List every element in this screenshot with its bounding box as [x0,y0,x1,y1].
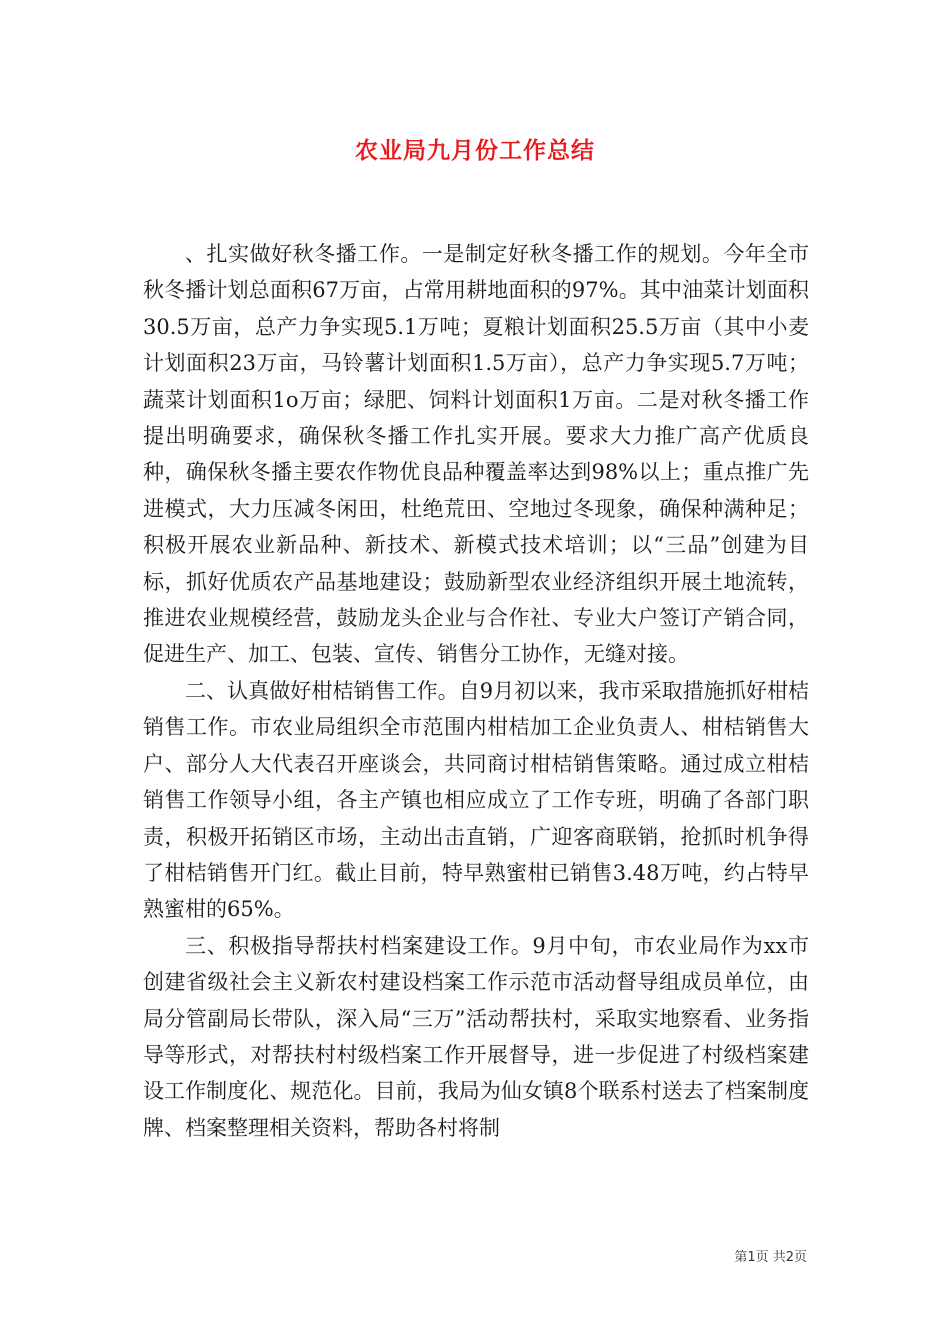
page-number: 第1页 共2页 [734,1250,807,1265]
paragraph: 、扎实做好秋冬播工作。一是制定好秋冬播工作的规划。今年全市秋冬播计划总面积67万亩，占常用耕地面积的97%。其中油菜计划面积30.5万亩，总产力争实现5.1万吨；夏粮计划面积25.5万亩（其中小麦计划面积23万亩，马铃薯计划面积1.5万亩），总产力争实现5.7万吨；蔬菜计划面积1o万亩；绿肥、饲料计划面积1万亩。二是对秋冬播工作提出明确要求，确保秋冬播工作扎实开展。要求大力推广高产优质良种，确保秋冬播主要农作物优良品种覆盖率达到98%以上；重点推广先进模式，大力压减冬闲田，杜绝荒田、空地过冬现象，确保种满种足；积极开展农业新品种、新技术、新模式技术培训；以“三品”创建为目标，抓好优质农产品基地建设；鼓励新型农业经济组织开展土地流转，推进农业规模经营，鼓励龙头企业与合作社、专业大户签订产销合同，促进生产、加工、包装、宣传、销售分工协作，无缝对接。 [143,242,809,667]
paragraph: 二、认真做好柑桔销售工作。自9月初以来，我市采取措施抓好柑桔销售工作。市农业局组织全市范围内柑桔加工企业负责人、柑桔销售大户、部分人大代表召开座谈会，共同商讨柑桔销售策略。通过成立柑桔销售工作领导小组，各主产镇也相应成立了工作专班，明确了各部门职责，积极开拓销区市场，主动出击直销，广迎客商联销，抢抓时机争得了柑桔销售开门红。截止目前，特早熟蜜柑已销售3.48万吨，约占特早熟蜜柑的65%。 [143,678,809,922]
paragraph: 三、积极指导帮扶村档案建设工作。9月中旬，市农业局作为xx市创建省级社会主义新农村建设档案工作示范市活动督导组成员单位，由局分管副局长带队，深入局“三万”活动帮扶村，采取实地察看、业务指导等形式，对帮扶村村级档案工作开展督导，进一步促进了村级档案建设工作制度化、规范化。目前，我局为仙女镇8个联系村送去了档案制度牌、档案整理相关资料，帮助各村将制 [143,933,809,1140]
page-title: 农业局九月份工作总结 [355,138,595,164]
document-body [143,236,809,1146]
